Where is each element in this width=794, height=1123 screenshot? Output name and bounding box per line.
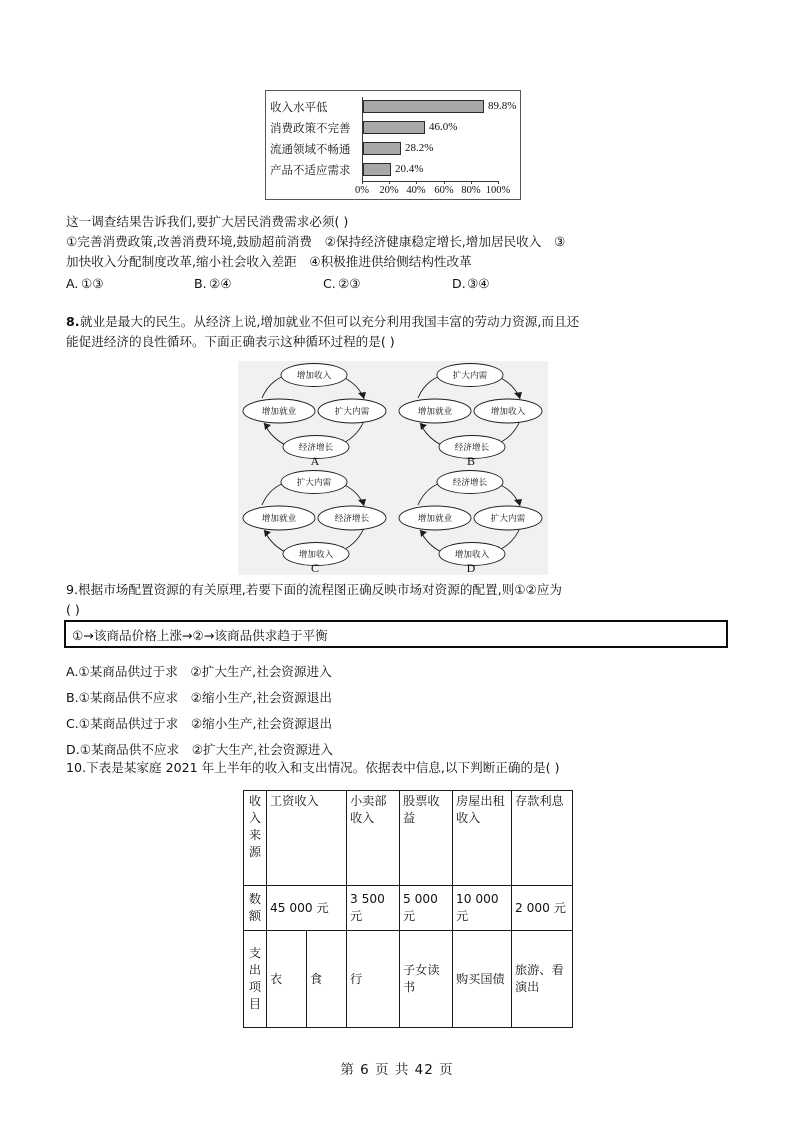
chart-bar-row <box>266 139 520 161</box>
table-row-amount <box>244 886 573 931</box>
q8-stem-line1: 就业是最大的民生。从经济上说,增加就业不但可以充分利用我国丰富的劳动力资源,而且还 <box>80 314 580 329</box>
table-row-income-source <box>244 791 573 886</box>
q8-number: 8. <box>66 314 80 329</box>
chart-category-label: 流通领域不畅通 <box>270 142 351 156</box>
chart-x-tick-label: 60% <box>434 185 454 196</box>
chart-bar <box>363 121 425 134</box>
row-header-income-source: 收入来源 <box>244 791 267 886</box>
q7-option-d-text[interactable]: ③④ <box>467 276 490 291</box>
q8-cycle-diagram-b <box>396 361 546 468</box>
node-bottom-label: 经济增长 <box>298 443 334 453</box>
chart-bar-value: 89.8% <box>488 100 517 112</box>
page-footer: 第 6 页 共 42 页 <box>340 1062 454 1078</box>
q8-stem-line2: 能促进经济的良性循环。下面正确表示这种循环过程的是( ) <box>66 334 395 349</box>
chart-bar <box>363 142 401 155</box>
q8-diagram-figure <box>238 361 548 575</box>
q7-option-b-text[interactable]: ②④ <box>209 276 232 291</box>
node-right-label: 增加收入 <box>490 407 526 417</box>
chart-bar <box>363 163 391 176</box>
cell-amount-rent: 10 000 元 <box>453 886 512 931</box>
q9-option-c[interactable]: C.①某商品供过于求 ②缩小生产,社会资源退出 <box>66 716 333 731</box>
chart-x-tick-label: 80% <box>461 185 481 196</box>
cell-expense-food: 食 <box>307 931 347 1028</box>
q8-cycle-diagram-d <box>396 468 546 575</box>
q9-option-a[interactable]: A.①某商品供过于求 ②扩大生产,社会资源进入 <box>66 664 332 679</box>
cell-source-wage: 工资收入 <box>267 791 347 886</box>
chart-bar-track <box>363 100 517 113</box>
chart-bar-value: 28.2% <box>405 142 434 154</box>
node-bottom-label: 经济增长 <box>454 443 490 453</box>
node-left-label: 增加就业 <box>417 514 453 524</box>
chart-x-tick-label: 0% <box>355 185 369 196</box>
node-top-label: 扩大内需 <box>452 371 488 381</box>
q10-stem: 10.下表是某家庭 2021 年上半年的收入和支出情况。依据表中信息,以下判断正确的是( ) <box>66 760 560 775</box>
node-bottom-label: 增加收入 <box>298 550 334 560</box>
node-bottom-label: 增加收入 <box>454 550 490 560</box>
chart-x-tick-label: 40% <box>406 185 426 196</box>
q7-statements-line1: ①完善消费政策,改善消费环境,鼓励超前消费 ②保持经济健康稳定增长,增加居民收入 ③ <box>66 234 566 249</box>
q8-cycle-diagram-c <box>240 468 390 575</box>
node-right-label: 扩大内需 <box>334 407 370 417</box>
node-right-label: 经济增长 <box>334 514 370 524</box>
chart-bar-track <box>363 163 498 176</box>
cell-expense-bonds: 购买国债 <box>453 931 512 1028</box>
q9-flow-chart-text: ①→该商品价格上涨→②→该商品供求趋于平衡 <box>72 628 328 643</box>
chart-bar-track <box>363 142 498 155</box>
chart-bar-value: 46.0% <box>429 121 458 133</box>
cell-amount-shop: 3 500 元 <box>347 886 400 931</box>
cycle-letter-d: D <box>466 561 476 575</box>
cell-source-interest: 存款利息 <box>512 791 573 886</box>
node-left-label: 增加就业 <box>261 407 297 417</box>
q9-option-b[interactable]: B.①某商品供不应求 ②缩小生产,社会资源退出 <box>66 690 332 705</box>
q7-option-c-text[interactable]: ②③ <box>338 276 361 291</box>
chart-bar-track <box>363 121 498 134</box>
consumption-survey-bar-chart <box>265 90 521 200</box>
node-top-label: 扩大内需 <box>296 478 332 488</box>
row-header-expense-item: 支出项目 <box>244 931 267 1028</box>
chart-x-tick-label: 100% <box>485 185 511 196</box>
chart-bar-row <box>266 160 520 182</box>
cycle-letter-b: B <box>466 454 476 468</box>
q7-option-a-key[interactable]: A. <box>66 276 79 291</box>
cell-source-rent: 房屋出租收入 <box>453 791 512 886</box>
node-top-label: 经济增长 <box>452 478 488 488</box>
q7-statements-line2: 加快收入分配制度改革,缩小社会收入差距 ④积极推进供给侧结构性改革 <box>66 254 472 269</box>
cell-source-shop: 小卖部收入 <box>347 791 400 886</box>
q7-stem: 这一调查结果告诉我们,要扩大居民消费需求必须( ) <box>66 214 349 229</box>
row-header-amount: 数额 <box>244 886 267 931</box>
node-right-label: 扩大内需 <box>490 514 526 524</box>
q7-option-c-key[interactable]: C. <box>323 276 336 291</box>
table-row-expense-item <box>244 931 573 1028</box>
chart-bar <box>363 100 484 113</box>
node-left-label: 增加就业 <box>417 407 453 417</box>
chart-plot-area <box>266 91 520 199</box>
cell-expense-transport: 行 <box>347 931 400 1028</box>
q7-option-b-key[interactable]: B. <box>194 276 207 291</box>
q7-option-d-key[interactable]: D. <box>452 276 466 291</box>
node-left-label: 增加就业 <box>261 514 297 524</box>
cell-expense-leisure: 旅游、看演出 <box>512 931 573 1028</box>
chart-bar-value: 20.4% <box>395 163 424 175</box>
cycle-letter-c: C <box>310 561 320 575</box>
q9-stem-line2: ( ) <box>66 602 80 617</box>
q8-cycle-diagram-a <box>240 361 390 468</box>
cell-expense-clothing: 衣 <box>267 931 307 1028</box>
cycle-letter-a: A <box>310 454 320 468</box>
chart-bar-row <box>266 118 520 140</box>
q9-stem-line1: 9.根据市场配置资源的有关原理,若要下面的流程图正确反映市场对资源的配置,则①②应为 <box>66 582 562 597</box>
chart-category-label: 收入水平低 <box>270 100 328 114</box>
node-top-label: 增加收入 <box>296 371 332 381</box>
cell-expense-education: 子女读书 <box>400 931 453 1028</box>
q10-income-expense-table <box>243 790 573 1028</box>
q9-option-d[interactable]: D.①某商品供不应求 ②扩大生产,社会资源进入 <box>66 742 333 757</box>
chart-category-label: 消费政策不完善 <box>270 121 351 135</box>
cell-source-stock: 股票收益 <box>400 791 453 886</box>
q7-option-a-text[interactable]: ①③ <box>81 276 104 291</box>
chart-x-tick-label: 20% <box>379 185 399 196</box>
chart-category-label: 产品不适应需求 <box>270 163 351 177</box>
cell-amount-wage: 45 000 元 <box>267 886 347 931</box>
cell-amount-interest: 2 000 元 <box>512 886 573 931</box>
q9-flow-chart-box <box>64 620 728 648</box>
chart-bar-row <box>266 97 520 119</box>
cell-amount-stock: 5 000 元 <box>400 886 453 931</box>
